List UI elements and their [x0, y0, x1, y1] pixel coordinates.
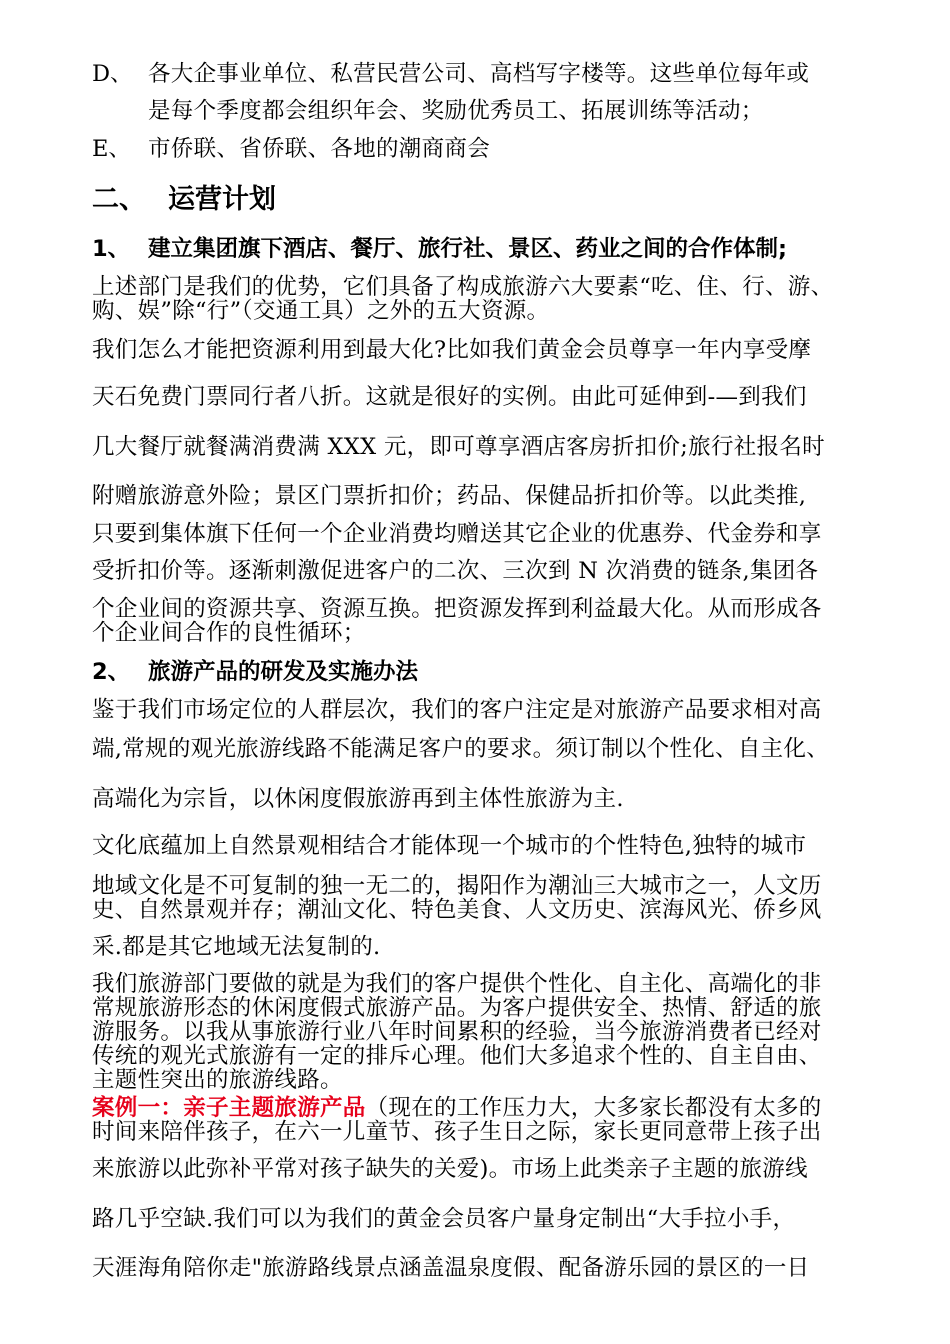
paragraph-line: 购、娱”除“行”（交通工具）之外的五大资源。: [92, 298, 550, 324]
paragraph-line: 采.都是其它地域无法复制的.: [92, 934, 381, 960]
paragraph-line: 天涯海角陪你走"旅游路线景点涵盖温泉度假、配备游乐园的景区的一日: [92, 1255, 810, 1281]
list-item-d-line-2: 是每个季度都会组织年会、奖励优秀员工、拓展训练等活动；: [148, 98, 764, 124]
paragraph-line: 个企业间的资源共享、资源互换。把资源发挥到利益最大化。从而形成各: [92, 596, 822, 622]
paragraph-line: 受折扣价等。逐渐刺激促进客户的二次、三次到 N 次消费的链条,集团各: [92, 558, 819, 584]
paragraph-line: 天石免费门票同行者八折。这就是很好的实例。由此可延伸到-—到我们: [92, 384, 807, 410]
list-label-d: D、: [92, 61, 133, 87]
paragraph-line: 时间来陪伴孩子，在六一儿童节、孩子生日之际，家长更同意带上孩子出: [92, 1119, 822, 1145]
subheading-1-number: 1、: [92, 236, 131, 262]
case-label: 案例一：亲子主题旅游产品: [92, 1095, 366, 1121]
subheading-2-number: 2、: [92, 659, 131, 685]
paragraph-line: 只要到集体旗下任何一个企业消费均赠送其它企业的优惠券、代金券和享: [92, 521, 822, 547]
paragraph-line: 主题性突出的旅游线路。: [92, 1067, 343, 1093]
case-first-rest: （现在的工作压力大，大多家长都没有太多的: [365, 1095, 822, 1121]
subheading-1: [92, 235, 787, 263]
paragraph-line: 常规旅游形态的休闲度假式旅游产品。为客户提供安全、热情、舒适的旅: [92, 995, 822, 1021]
list-item-e-line-1: 市侨联、省侨联、各地的潮商商会: [148, 136, 491, 162]
section-title: 运营计划: [168, 184, 276, 215]
paragraph-line: 来旅游以此弥补平常对孩子缺失的关爱)。市场上此类亲子主题的旅游线: [92, 1156, 808, 1182]
paragraph-line: 端,常规的观光旅游线路不能满足客户的要求。须订制以个性化、自主化、: [92, 736, 830, 762]
list-label-e: E、: [92, 136, 131, 162]
paragraph-line: 传统的观光式旅游有一定的排斥心理。他们大多追求个性的、自主自由、: [92, 1043, 822, 1069]
paragraph-line: 我们旅游部门要做的就是为我们的客户提供个性化、自主化、高端化的非: [92, 971, 822, 997]
paragraph-line: 地域文化是不可复制的独一无二的，揭阳作为潮汕三大城市之一，人文历: [92, 873, 822, 899]
paragraph-line: 几大餐厅就餐满消费满 XXX 元，即可尊享酒店客房折扣价;旅行社报名时: [92, 434, 825, 460]
section-heading: [92, 183, 276, 217]
paragraph-line: 上述部门是我们的优势，它们具备了构成旅游六大要素“吃、住、行、游、: [92, 274, 834, 300]
section-number: 二、: [92, 184, 146, 215]
paragraph-line: 鉴于我们市场定位的人群层次，我们的客户注定是对旅游产品要求相对高: [92, 697, 822, 723]
subheading-1-title: 建立集团旗下酒店、餐厅、旅行社、景区、药业之间的合作体制;: [148, 236, 787, 262]
paragraph-line: 文化底蕴加上自然景观相结合才能体现一个城市的个性特色,独特的城市: [92, 833, 807, 859]
paragraph-line: 高端化为宗旨，以休闲度假旅游再到主体性旅游为主.: [92, 786, 624, 812]
paragraph-line: 我们怎么才能把资源利用到最大化?比如我们黄金会员尊享一年内享受摩: [92, 337, 812, 363]
paragraph-line: 附赠旅游意外险；景区门票折扣价；药品、保健品折扣价等。以此类推,: [92, 483, 807, 509]
subheading-2: [92, 658, 419, 686]
paragraph-line: 个企业间合作的良性循环；: [92, 620, 366, 646]
list-item-d-line-1: 各大企事业单位、私营民营公司、高档写字楼等。这些单位每年或: [148, 61, 810, 87]
paragraph-line: 路几乎空缺.我们可以为我们的黄金会员客户量身定制出“大手拉小手，: [92, 1206, 796, 1232]
paragraph-line: 史、自然景观并存；潮汕文化、特色美食、人文历史、滨海风光、侨乡风: [92, 897, 822, 923]
paragraph-line: 游服务。以我从事旅游行业八年时间累积的经验，当今旅游消费者已经对: [92, 1019, 822, 1045]
subheading-2-title: 旅游产品的研发及实施办法: [148, 659, 419, 685]
